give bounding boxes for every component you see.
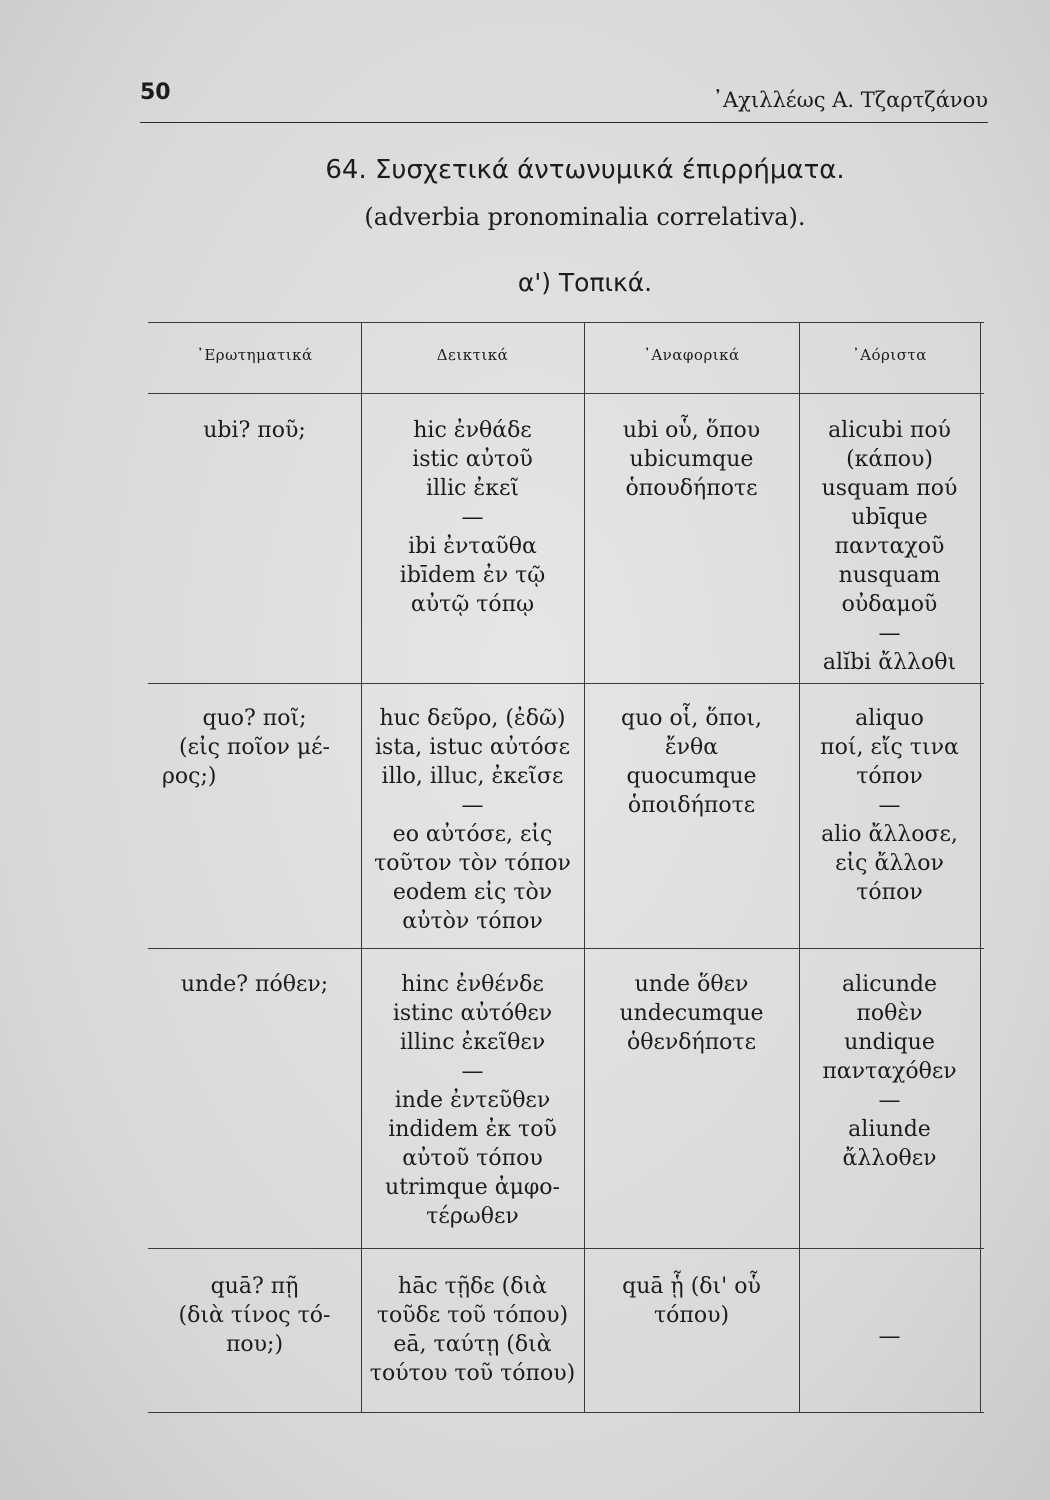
cell-line: αὐτοῦ τόπου: [402, 1146, 543, 1171]
cell-line: τοῦτον τὸν τόπον: [374, 851, 571, 876]
cell-line: eā, ταύτῃ (διὰ: [393, 1332, 552, 1357]
section-subtitle: (adverbia pronominalia correlativa).: [364, 203, 806, 231]
row1-relative: [584, 416, 799, 503]
cell-line: alicubi πού: [828, 418, 951, 443]
cell-line: huc δεῦρο, (ἐδῶ): [379, 706, 566, 731]
row4-demonstrative: [361, 1272, 584, 1388]
row4-indefinite: [799, 1322, 980, 1351]
cell-line: —: [878, 621, 901, 646]
table-row-rule-1: [148, 683, 984, 684]
cell-line: hinc ἐνθένδε: [401, 972, 544, 997]
cell-line: alicunde: [842, 972, 937, 997]
cell-line: —: [878, 793, 901, 818]
cell-line: ibīdem ἐν τῷ: [399, 563, 546, 588]
cell-line: unde ὅθεν: [634, 972, 749, 997]
running-head-author: ᾿Αχιλλέως Α. Τζαρτζάνου: [712, 88, 988, 112]
page-number: 50: [140, 80, 171, 105]
cell-line: ista, istuc αὐτόσε: [375, 735, 570, 760]
cell-line: ubicumque: [629, 447, 754, 472]
column-header-demonstrative: Δεικτικά: [436, 346, 509, 364]
cell-line: istic αὐτοῦ: [412, 447, 533, 472]
cell-line: quo οἷ, ὅποι,: [621, 706, 762, 731]
row1-interrogative: [148, 416, 361, 445]
cell-line: alio ἄλλοσε,: [821, 822, 958, 847]
column-divider-4: [980, 322, 981, 1412]
cell-line: eo αὐτόσε, εἰς: [392, 822, 553, 847]
column-header-indefinite: ᾿Αόριστα: [852, 346, 927, 364]
cell-line: —: [461, 793, 484, 818]
cell-line: ἄλλοθεν: [842, 1146, 937, 1171]
cell-line: (εἰς ποῖον μέ-: [179, 735, 330, 760]
cell-line: ὁπουδήποτε: [625, 476, 758, 501]
cell-line: ubi οὗ, ὅπου: [622, 418, 761, 443]
row3-indefinite: [799, 970, 980, 1173]
cell-line: —: [878, 1324, 901, 1349]
column-header-relative: ᾿Αναφορικά: [643, 346, 740, 364]
cell-line: aliunde: [848, 1117, 931, 1142]
column-header-interrogative: ᾿Ερωτηματικά: [196, 346, 313, 364]
cell-line: hic ἐνθάδε: [413, 418, 532, 443]
cell-line: ubi? ποῦ;: [203, 418, 306, 443]
cell-line: quo? ποῖ;: [202, 706, 307, 731]
cell-line: τέρωθεν: [426, 1204, 519, 1229]
header-rule: [140, 122, 988, 123]
cell-line: που;): [225, 1332, 284, 1357]
cell-line: nusquam: [838, 563, 941, 588]
cell-line: undecumque: [619, 1001, 764, 1026]
cell-line: πανταχοῦ: [834, 534, 945, 559]
row3-relative: [584, 970, 799, 1057]
cell-line: undique: [844, 1030, 935, 1055]
cell-line: istinc αὐτόθεν: [392, 1001, 553, 1026]
cell-line: quocumque: [626, 764, 757, 789]
row2-relative: [584, 704, 799, 820]
subsection-heading: α') Τοπικά.: [517, 268, 653, 297]
row4-relative: [584, 1272, 799, 1330]
row2-interrogative: [148, 704, 361, 791]
table-row-rule-2: [148, 948, 984, 949]
row3-interrogative: [148, 970, 361, 999]
row2-demonstrative: [361, 704, 584, 936]
cell-line: —: [878, 1088, 901, 1113]
cell-line: ibi ἐνταῦθα: [408, 534, 537, 559]
cell-line: τούτου τοῦ τόπου): [369, 1361, 576, 1386]
cell-line: τόπον: [856, 880, 923, 905]
cell-line: εἰς ἄλλον: [835, 851, 944, 876]
cell-line: aliquo: [855, 706, 924, 731]
cell-line: (κάπου): [846, 447, 933, 472]
cell-line: πανταχόθεν: [822, 1059, 957, 1084]
cell-line: αὐτὸν τόπον: [402, 909, 543, 934]
cell-line: usquam πού: [821, 476, 958, 501]
cell-line: —: [461, 1059, 484, 1084]
row1-indefinite: [799, 416, 980, 677]
row2-indefinite: [799, 704, 980, 907]
cell-line: illic ἐκεῖ: [425, 476, 520, 501]
row1-demonstrative: [361, 416, 584, 619]
cell-line: τοῦδε τοῦ τόπου): [376, 1303, 569, 1328]
cell-line: τόπου): [653, 1303, 730, 1328]
cell-line: quā? πῇ: [210, 1274, 299, 1299]
table-header-rule: [148, 393, 984, 394]
cell-line: ἔνθα: [664, 735, 719, 760]
cell-line: quā ᾗ (δι' οὗ: [622, 1274, 761, 1299]
section-title: 64. Συσχετικά άντωνυμικά έπιρρήματα.: [325, 155, 845, 185]
cell-line: τόπον: [856, 764, 923, 789]
cell-line: utrimque ἀμφο-: [385, 1175, 560, 1200]
cell-line: alĭbi ἄλλοθι: [822, 650, 957, 675]
cell-line: ποί, εἴς τινα: [820, 735, 959, 760]
row3-demonstrative: [361, 970, 584, 1231]
cell-line: (διὰ τίνος τό-: [178, 1303, 331, 1328]
table-bottom-rule: [148, 1412, 984, 1413]
cell-line: ubīque: [851, 505, 928, 530]
cell-line: hāc τῇδε (διὰ: [398, 1274, 547, 1299]
cell-line: οὐδαμοῦ: [841, 592, 938, 617]
cell-line: ὁθενδήποτε: [627, 1030, 756, 1055]
cell-line: —: [461, 505, 484, 530]
cell-line: ὁποιδήποτε: [627, 793, 756, 818]
cell-line: illo, illuc, ἐκεῖσε: [381, 764, 564, 789]
cell-line: indidem ἐκ τοῦ: [388, 1117, 557, 1142]
cell-line: eodem εἰς τὸν: [392, 880, 553, 905]
cell-line: ποθὲν: [856, 1001, 923, 1026]
row4-interrogative: [148, 1272, 361, 1359]
table-top-rule: [148, 322, 984, 323]
cell-line: illinc ἐκεῖθεν: [399, 1030, 546, 1055]
table-row-rule-3: [148, 1248, 984, 1249]
cell-line: inde ἐντεῦθεν: [394, 1088, 551, 1113]
cell-line: unde? πόθεν;: [180, 972, 329, 997]
cell-line: αὐτῷ τόπῳ: [410, 592, 535, 617]
cell-line: ρος;): [162, 764, 217, 789]
